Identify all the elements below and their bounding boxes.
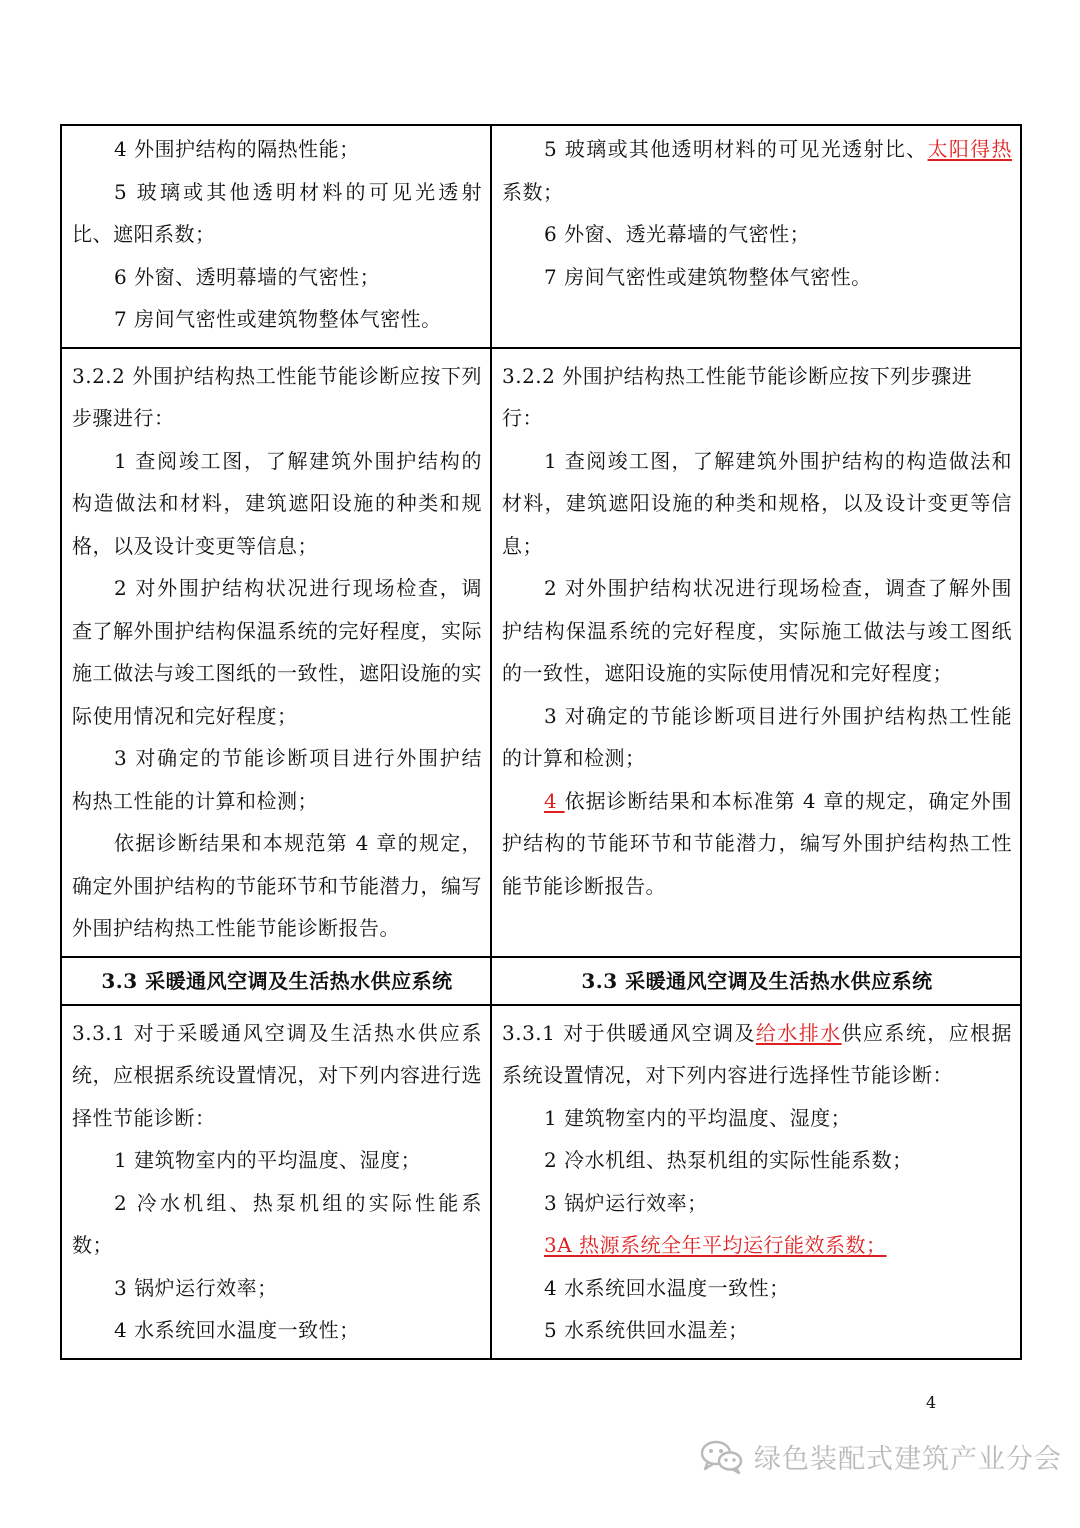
left-diag-item-3: 3 锅炉运行效率；	[114, 1275, 278, 1300]
revision-mark: 太阳得热	[927, 137, 1013, 161]
right-diag-item-1: 1 建筑物室内的平均温度、湿度；	[544, 1105, 852, 1130]
right-diag-item-3a	[502, 1224, 1012, 1267]
left-clause-331: 3.3.1 对于采暖通风空调及生活热水供应系统，应根据系统设置情况，对下列内容进行选择性节能诊断：	[72, 1020, 482, 1130]
left-cell-clause-322	[61, 348, 491, 957]
table-row	[61, 125, 1021, 348]
right-diag-item-3: 3 锅炉运行效率；	[544, 1190, 708, 1215]
left-diag-item-1: 1 建筑物室内的平均温度、湿度；	[114, 1148, 422, 1172]
right-cell-clause-331	[491, 1005, 1021, 1359]
left-step-4: 依据诊断结果和本规范第 4 章的规定，确定外围护结构的节能环节和节能潜力，编写外围护结构热工性能节能诊断报告。	[72, 831, 482, 940]
left-section-heading: 3.3 采暖通风空调及生活热水供应系统	[61, 957, 491, 1005]
left-clause-322: 3.2.2 外围护结构热工性能节能诊断应按下列步骤进行：	[72, 363, 482, 430]
wechat-icon	[700, 1439, 744, 1475]
left-item-7: 7 房间气密性或建筑物整体气密性。	[114, 307, 442, 331]
table-row	[61, 1005, 1021, 1359]
right-step-3: 3 对确定的节能诊断项目进行外围护结构热工性能的计算和检测；	[502, 703, 1012, 770]
right-step-4	[502, 780, 1012, 908]
left-item-4: 4 外围护结构的隔热性能；	[114, 137, 360, 161]
right-clause-331	[502, 1012, 1012, 1097]
left-step-3: 3 对确定的节能诊断项目进行外围护结构热工性能的计算和检测；	[72, 746, 482, 813]
left-cell-clause-331	[61, 1005, 491, 1359]
right-step-4-text: 依据诊断结果和本标准第 4 章的规定，确定外围护结构的节能环节和节能潜力，编写外围护结构热工性能节能诊断报告。	[502, 788, 1012, 898]
left-item-6: 6 外窗、透明幕墙的气密性；	[114, 264, 381, 289]
right-diag-item-4: 4 水系统回水温度一致性；	[544, 1275, 790, 1300]
right-clause-331-suffix: 供应系统，应根据系统设置情况，对下列内容进行选择性节能诊断：	[502, 1020, 1013, 1087]
page-number: 4	[926, 1393, 937, 1412]
right-section-heading: 3.3 采暖通风空调及生活热水供应系统	[491, 957, 1021, 1005]
left-item-5: 5 玻璃或其他透明材料的可见光透射比、遮阳系数；	[72, 179, 482, 246]
right-step-1: 1 查阅竣工图，了解建筑外围护结构的构造做法和材料，建筑遮阳设施的种类和规格，以及设计变更等信息；	[502, 448, 1012, 558]
right-diag-item-2: 2 冷水机组、热泵机组的实际性能系数；	[544, 1148, 913, 1172]
right-cell-envelope-items	[491, 125, 1021, 348]
right-clause-322: 3.2.2 外围护结构热工性能节能诊断应按下列步骤进行：	[502, 363, 973, 430]
revision-mark: 3A 热源系统全年平均运行能效系数；	[544, 1233, 887, 1257]
left-diag-item-2: 2 冷水机组、热泵机组的实际性能系数；	[72, 1190, 482, 1257]
right-item-7: 7 房间气密性或建筑物整体气密性。	[544, 264, 872, 289]
watermark-text: 绿色装配式建筑产业分会	[754, 1444, 1062, 1475]
left-step-1: 1 查阅竣工图，了解建筑外围护结构的构造做法和材料，建筑遮阳设施的种类和规格，以及设计变更等信息；	[72, 448, 482, 558]
revision-mark: 4	[544, 788, 565, 813]
right-step-2: 2 对外围护结构状况进行现场检查，调查了解外围护结构保温系统的完好程度，实际施工做法与竣工图纸的一致性，遮阳设施的实际使用情况和完好程度；	[502, 576, 1012, 685]
right-item-5-text: 5 玻璃或其他透明材料的可见光透射比、	[544, 137, 928, 161]
table-row	[61, 348, 1021, 957]
comparison-table	[60, 124, 1022, 1360]
revision-mark: 给水排水	[755, 1020, 842, 1045]
right-cell-clause-322	[491, 348, 1021, 957]
right-clause-331-text: 3.3.1 对于供暖通风空调及	[502, 1020, 756, 1045]
right-item-5-suffix: 系数；	[502, 179, 564, 204]
left-diag-item-4: 4 水系统回水温度一致性；	[114, 1318, 360, 1342]
watermark	[700, 1437, 1062, 1476]
table-row	[61, 957, 1021, 1005]
left-cell-envelope-items	[61, 125, 491, 348]
right-diag-item-5: 5 水系统供回水温差；	[544, 1318, 749, 1342]
right-item-5	[502, 128, 1012, 213]
left-step-2: 2 对外围护结构状况进行现场检查，调查了解外围护结构保温系统的完好程度，实际施工做法与竣工图纸的一致性，遮阳设施的实际使用情况和完好程度；	[72, 576, 482, 728]
right-item-6: 6 外窗、透光幕墙的气密性；	[544, 222, 811, 246]
